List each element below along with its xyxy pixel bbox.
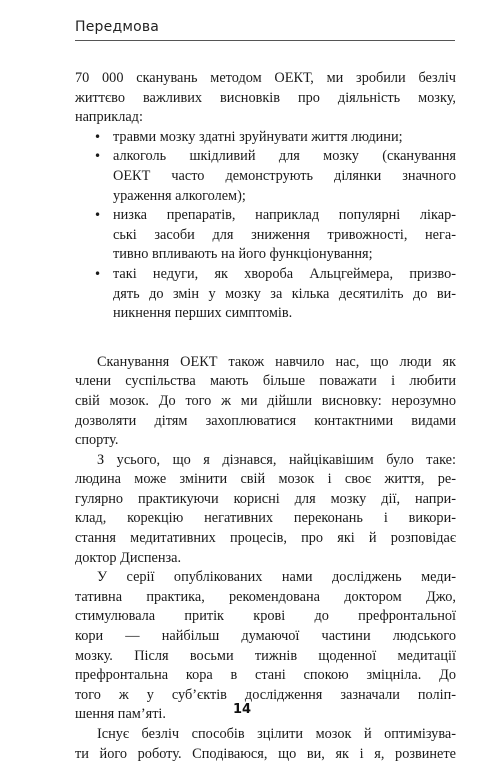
text-line: З усього, що я дізнався, найцікавішим було таке: [97, 451, 456, 468]
bullet-item [75, 147, 456, 206]
text-line: ураження алкоголем); [113, 187, 246, 204]
running-header [75, 18, 455, 41]
bullet-icon: • [94, 149, 102, 164]
text-line: стання медитативних процесів, про які й розповідає [75, 530, 456, 547]
body-paragraph [75, 451, 456, 569]
bullet-list [75, 128, 456, 324]
text-line: Сканування ОЕКТ також навчило нас, що люди як [97, 353, 456, 370]
text-line: дозволяти дітям захоплюватися контактними видами [75, 412, 456, 429]
text-line: алкоголь шкідливий для мозку (сканування [113, 148, 456, 165]
bullet-item [75, 128, 456, 148]
text-line: свій мозок. До того ж ми дійшли висновку: нерозумно [75, 392, 456, 409]
text-line: ОЕКТ часто демонструють ділянки значного [113, 167, 456, 184]
bullet-icon: • [94, 129, 102, 144]
text-line: ти його роботу. Сподіваюся, що ви, як і я, розвинете [75, 745, 456, 762]
bullet-item [75, 265, 456, 324]
text-line: людина може змінити свій мозок і своє життя, ре- [75, 471, 456, 488]
page-body [75, 69, 456, 764]
section-gap [75, 324, 456, 353]
text-line: У серії опублікованих нами досліджень меди- [97, 569, 456, 586]
text-line: доктор Диспенза. [75, 549, 182, 566]
page-number: 14 [232, 702, 252, 717]
text-line: дять до змін у мозку за кілька десятиліть до ви- [113, 285, 456, 302]
text-line: такі недуги, як хвороба Альцгеймера, призво- [113, 265, 456, 282]
bullet-icon: • [94, 208, 102, 223]
text-line: 70 000 сканувань методом ОЕКТ, ми зробили безліч [75, 70, 456, 86]
text-line: наприклад: [75, 109, 143, 126]
text-line: префронтальна кора в стані спокою зміцніла. До [75, 667, 456, 684]
text-line: стимулювала притік крові до префронтальної [75, 608, 456, 625]
text-line: травми мозку здатні зруйнувати життя людини; [113, 128, 403, 145]
text-line: спорту. [75, 432, 119, 449]
text-line: мозку. Після восьми тижнів щоденної медитації [75, 647, 456, 664]
bullet-item [75, 206, 456, 265]
header-rule [75, 40, 455, 41]
text-line: тивно впливають на його функціонування; [113, 246, 373, 263]
text-line: життєво важливих висновків про діяльність мозку, [75, 89, 456, 106]
text-line: никнення перших симптомів. [113, 305, 293, 322]
running-header-title: Передмова [75, 19, 160, 35]
text-line: тативна практика, рекомендована доктором Джо, [75, 588, 456, 605]
text-line: ські засоби для зниження тривожності, нега- [113, 226, 456, 243]
body-paragraph [75, 725, 456, 764]
text-line: того ж у суб’єктів дослідження зазначали поліп- [75, 686, 456, 703]
text-line: кори — найбільш думаючої частини людського [75, 628, 456, 645]
text-line: Існує безліч способів зцілити мозок й оптимізува- [97, 726, 456, 742]
text-line: низка препаратів, наприклад популярні лікар- [113, 207, 456, 224]
text-line: шення пам’яті. [75, 706, 166, 723]
bullet-icon: • [94, 266, 102, 281]
body-paragraph [75, 353, 456, 451]
intro-paragraph [75, 69, 456, 128]
text-line: гулярно практикуючи корисні для мозку дії, напри- [75, 490, 456, 507]
text-line: клад, корекцію негативних переконань і викори- [75, 510, 456, 527]
text-line: члени суспільства мають більше поважати і любити [75, 373, 456, 390]
